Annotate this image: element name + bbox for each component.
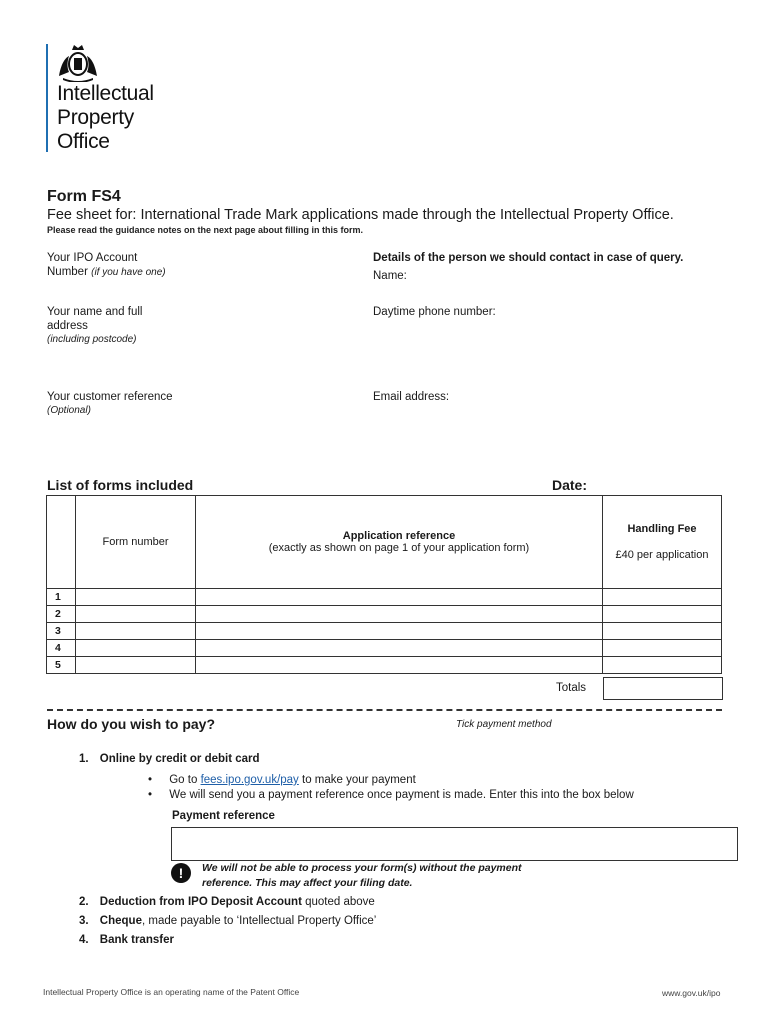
option-detail: quoted above bbox=[301, 896, 375, 908]
form-subtitle: Fee sheet for: International Trade Mark applications made through the Intellectual Property Office. bbox=[47, 207, 674, 223]
payment-option-online[interactable] bbox=[79, 753, 260, 765]
application-reference-cell[interactable] bbox=[196, 606, 603, 623]
bullet-go-to-link bbox=[148, 774, 416, 786]
header-index-cell bbox=[47, 496, 76, 589]
customer-reference-hint: (Optional) bbox=[47, 405, 91, 416]
form-number-cell[interactable] bbox=[76, 606, 196, 623]
payment-reference-label: Payment reference bbox=[172, 810, 275, 822]
row-number: 2 bbox=[47, 606, 76, 623]
handling-fee-cell[interactable] bbox=[603, 606, 722, 623]
forms-table bbox=[46, 495, 722, 674]
header-application-reference bbox=[196, 496, 603, 589]
payment-heading: How do you wish to pay? bbox=[47, 716, 215, 732]
date-label[interactable]: Date: bbox=[552, 477, 588, 493]
header-form-number bbox=[76, 496, 196, 589]
form-number-cell[interactable] bbox=[76, 657, 196, 674]
application-reference-cell[interactable] bbox=[196, 657, 603, 674]
tick-payment-hint: Tick payment method bbox=[456, 719, 552, 730]
application-reference-cell[interactable] bbox=[196, 589, 603, 606]
guidance-note: Please read the guidance notes on the next page about filling in this form. bbox=[47, 225, 364, 235]
table-row bbox=[47, 606, 722, 623]
logo-line-3: Office bbox=[57, 130, 110, 153]
logo-line-1: Intellectual bbox=[57, 82, 154, 105]
daytime-phone-field[interactable]: Daytime phone number: bbox=[373, 306, 496, 318]
application-reference-cell[interactable] bbox=[196, 640, 603, 657]
payment-reference-input[interactable] bbox=[171, 827, 738, 861]
table-header-row bbox=[47, 496, 722, 589]
totals-field[interactable] bbox=[603, 677, 723, 700]
name-address-label: Your name and full bbox=[47, 306, 143, 318]
option-label: Deduction from IPO Deposit Account bbox=[99, 896, 302, 908]
option-number: 3. bbox=[79, 915, 89, 927]
handling-fee-heading: Handling Fee bbox=[627, 523, 697, 535]
table-row bbox=[47, 640, 722, 657]
form-title: Form FS4 bbox=[47, 188, 121, 205]
bullet-text: Go to bbox=[169, 774, 201, 786]
option-number: 2. bbox=[79, 896, 89, 908]
application-reference-heading: Application reference bbox=[342, 530, 456, 542]
bullet-payment-reference bbox=[148, 789, 634, 801]
fees-payment-link[interactable]: fees.ipo.gov.uk/pay bbox=[200, 774, 299, 786]
bullet-text: to make your payment bbox=[298, 774, 416, 786]
bullet-icon: • bbox=[148, 789, 153, 801]
contact-heading: Details of the person we should contact in case of query. bbox=[373, 252, 684, 264]
header-handling-fee bbox=[603, 496, 722, 589]
form-number-cell[interactable] bbox=[76, 640, 196, 657]
exclamation-icon: ! bbox=[171, 863, 191, 883]
ipo-account-label: Your IPO Account bbox=[47, 252, 138, 264]
ipo-account-field[interactable] bbox=[47, 251, 166, 280]
form-number-cell[interactable] bbox=[76, 623, 196, 640]
email-address-field[interactable]: Email address: bbox=[373, 391, 450, 403]
option-label: Online by credit or debit card bbox=[99, 753, 260, 765]
name-address-hint: (including postcode) bbox=[47, 334, 137, 345]
row-number: 3 bbox=[47, 623, 76, 640]
logo-accent-bar bbox=[46, 44, 48, 152]
table-row bbox=[47, 623, 722, 640]
dashed-divider bbox=[47, 709, 722, 711]
option-number: 4. bbox=[79, 934, 89, 946]
table-row bbox=[47, 589, 722, 606]
payment-option-deposit[interactable] bbox=[79, 896, 375, 908]
bullet-text: We will send you a payment reference once payment is made. Enter this into the box below bbox=[169, 789, 634, 801]
table-row bbox=[47, 657, 722, 674]
option-label: Cheque bbox=[99, 915, 142, 927]
option-label: Bank transfer bbox=[99, 934, 174, 946]
payment-option-cheque[interactable] bbox=[79, 915, 376, 927]
ipo-account-label-2: Number bbox=[47, 266, 88, 278]
row-number: 1 bbox=[47, 589, 76, 606]
row-number: 5 bbox=[47, 657, 76, 674]
customer-reference-field[interactable] bbox=[47, 390, 173, 418]
handling-fee-cell[interactable] bbox=[603, 640, 722, 657]
logo-wordmark bbox=[57, 82, 154, 154]
form-number-heading: Form number bbox=[102, 536, 169, 548]
handling-fee-amount: £40 per application bbox=[615, 549, 709, 561]
ipo-account-hint: (if you have one) bbox=[91, 267, 166, 278]
application-reference-cell[interactable] bbox=[196, 623, 603, 640]
handling-fee-cell[interactable] bbox=[603, 589, 722, 606]
logo-line-2: Property bbox=[57, 106, 134, 129]
warning-line-2: reference. This may affect your filing date. bbox=[202, 877, 413, 889]
form-number-cell[interactable] bbox=[76, 589, 196, 606]
royal-crest-icon bbox=[55, 42, 101, 82]
handling-fee-cell[interactable] bbox=[603, 657, 722, 674]
option-detail: , made payable to ‘Intellectual Property Office’ bbox=[141, 915, 377, 927]
payment-warning bbox=[202, 861, 522, 891]
payment-option-bank-transfer[interactable] bbox=[79, 934, 174, 946]
footer-operating-name: Intellectual Property Office is an operating name of the Patent Office bbox=[43, 987, 300, 997]
footer-website: www.gov.uk/ipo bbox=[662, 988, 721, 998]
application-reference-hint: (exactly as shown on page 1 of your application form) bbox=[268, 542, 530, 554]
customer-reference-label: Your customer reference bbox=[47, 391, 173, 403]
row-number: 4 bbox=[47, 640, 76, 657]
totals-label: Totals bbox=[556, 682, 587, 694]
handling-fee-cell[interactable] bbox=[603, 623, 722, 640]
contact-name-field[interactable]: Name: bbox=[373, 270, 407, 282]
name-address-field[interactable] bbox=[47, 305, 142, 347]
bullet-icon: • bbox=[148, 774, 153, 786]
option-number: 1. bbox=[79, 753, 89, 765]
name-address-label-2: address bbox=[47, 320, 88, 332]
forms-list-heading: List of forms included bbox=[47, 477, 194, 493]
warning-line-1: We will not be able to process your form(s) without the payment bbox=[202, 862, 522, 874]
